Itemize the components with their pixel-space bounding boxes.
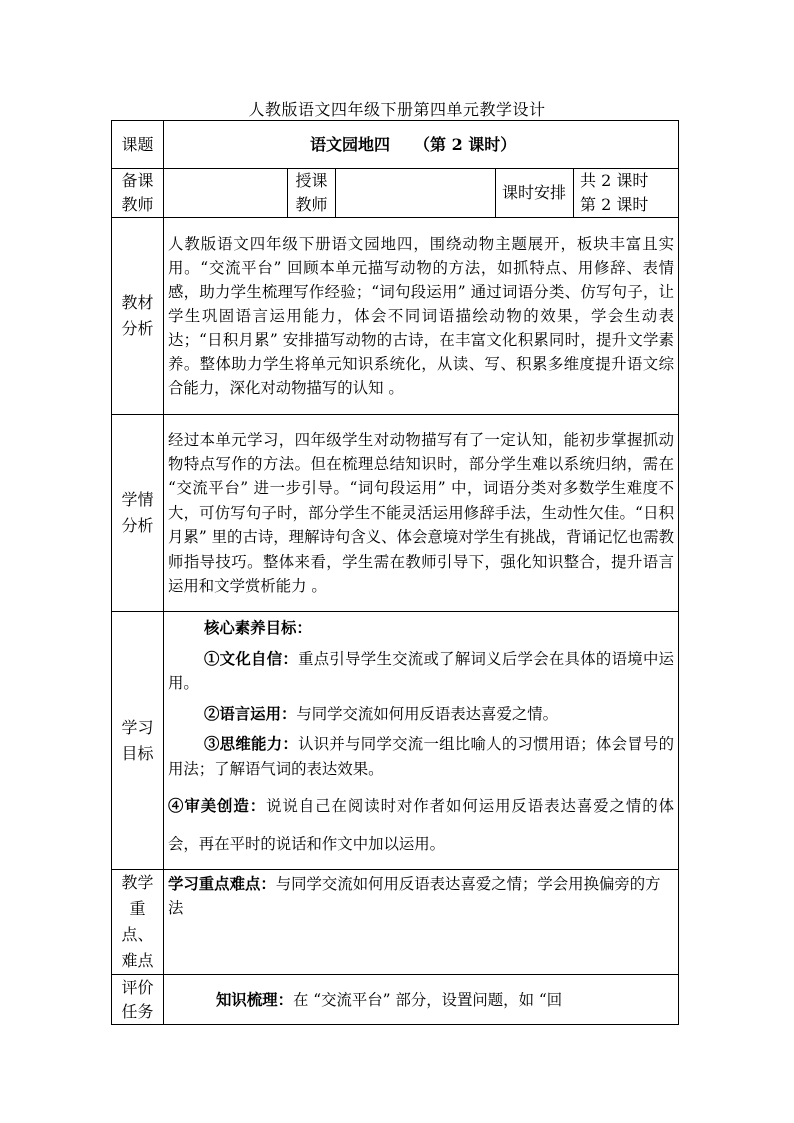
goal-item-2: ②语言运用：与同学交流如何用反语表达喜爱之情。 bbox=[204, 704, 559, 723]
focus-label: 教学重点、难点 bbox=[112, 870, 164, 975]
teach-teacher-value bbox=[336, 169, 496, 218]
lesson-plan-table bbox=[111, 120, 679, 1025]
goals-label: 学习目标 bbox=[112, 612, 164, 870]
info-row bbox=[112, 169, 679, 218]
schedule-label: 课时安排 bbox=[496, 169, 574, 218]
schedule-current: 第 2 课时 bbox=[580, 195, 649, 214]
topic-title: 语文园地四 bbox=[310, 134, 391, 154]
teach-teacher-label: 授课教师 bbox=[288, 169, 336, 218]
topic-subtitle: （第 2 课时） bbox=[414, 134, 517, 154]
eval-key: 知识梳理： bbox=[216, 990, 293, 1009]
students-row bbox=[112, 415, 679, 612]
material-text: 人教版语文四年级下册语文园地四，围绕动物主题展开，板块丰富且实用。“交流平台” 回顾本单元描写动物的方法，如抓特点、用修辞、表情感，助力学生梳理写作经验；“词句段运用” 通过词语分类、仿写句子，让学生巩固语言运用能力，体会不同词语描绘动物的效果，学会生动表达；“日积月累” 安排描写动物的古诗，在丰富文化积累同时，提升文学素养。整体助力学生将单元知识系统化，从读、写、积累多维度提升语文综合能力，深化对动物描写的认知 。 bbox=[164, 218, 679, 415]
goals-heading: 核心素养目标： bbox=[204, 619, 312, 637]
schedule-value bbox=[574, 169, 679, 218]
focus-text: 与同学交流如何用反语表达喜爱之情；学会用换偏旁的方法 bbox=[168, 875, 661, 917]
students-text: 经过本单元学习，四年级学生对动物描写有了一定认知，能初步掌握抓动物特点写作的方法。但在梳理总结知识时，部分学生难以系统归纳，需在 “交流平台” 进一步引导。“词句段运用” 中，词语分类对多数学生难度不大，可仿写句子时，部分学生不能灵活运用修辞手法，生动性欠佳。“日积月累” 里的古诗，理解诗句含义、体会意境对学生有挑战，背诵记忆也需教师指导技巧。整体来看，学生需在教师引导下，强化知识整合，提升语言运用和文学赏析能力 。 bbox=[164, 415, 679, 612]
eval-row bbox=[112, 975, 679, 1025]
students-label: 学情分析 bbox=[112, 415, 164, 612]
goal-item-1: ①文化自信：重点引导学生交流或了解词义后学会在具体的语境中运用。 bbox=[168, 649, 675, 692]
topic-label: 课题 bbox=[112, 121, 164, 169]
goals-row bbox=[112, 612, 679, 870]
focus-cell bbox=[164, 870, 679, 975]
topic-title-cell bbox=[164, 121, 679, 169]
document-title: 人教版语文四年级下册第四单元教学设计 bbox=[248, 100, 546, 119]
goals-cell bbox=[164, 612, 679, 870]
material-row bbox=[112, 218, 679, 415]
schedule-total: 共 2 课时 bbox=[580, 171, 649, 190]
eval-text: 在 “交流平台” 部分，设置问题，如 “回 bbox=[292, 990, 563, 1009]
topic-row bbox=[112, 121, 679, 169]
prep-teacher-value bbox=[164, 169, 288, 218]
goal-item-4: ④审美创造：说说自己在阅读时对作者如何运用反语表达喜爱之情的体会，再在平时的说话和作文中加以运用。 bbox=[168, 797, 675, 853]
eval-cell bbox=[164, 975, 679, 1025]
goal-item-3: ③思维能力：认识并与同学交流一组比喻人的习惯用语；体会冒号的用法；了解语气词的表达效果。 bbox=[168, 735, 675, 778]
focus-row bbox=[112, 870, 679, 975]
focus-key: 学习重点难点： bbox=[168, 875, 276, 893]
eval-label: 评价任务 bbox=[112, 975, 164, 1025]
material-label: 教材分析 bbox=[112, 218, 164, 415]
prep-teacher-label: 备课教师 bbox=[112, 169, 164, 218]
